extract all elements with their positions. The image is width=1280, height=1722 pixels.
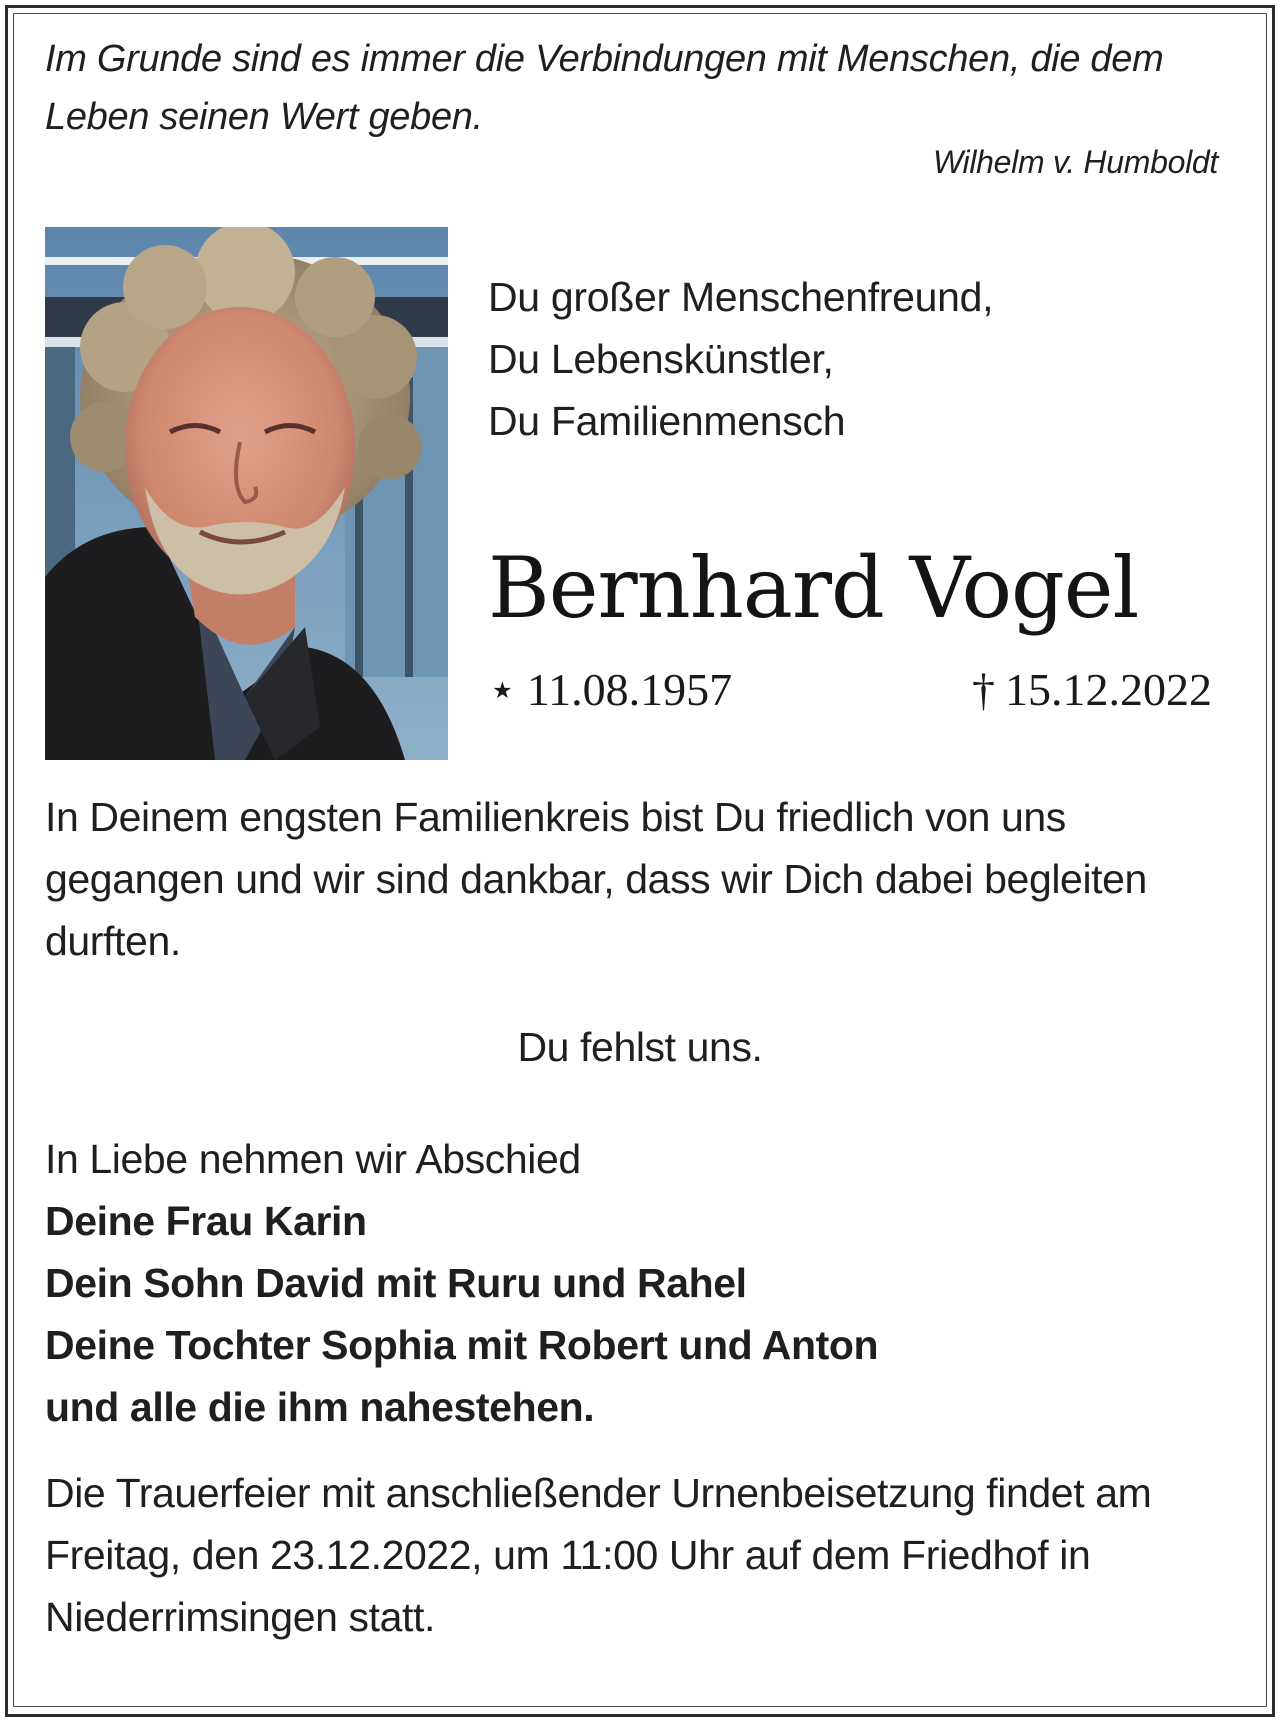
- star-icon: ⋆: [488, 664, 517, 715]
- mourner-line: und alle die ihm nahestehen.: [45, 1384, 595, 1430]
- farewell-block: [45, 1128, 878, 1438]
- mourner-line: Dein Sohn David mit Ruru und Rahel: [45, 1260, 747, 1306]
- ceremony-text: Die Trauerfeier mit anschließender Urnenbeisetzung findet am Freitag, den 23.12.2022, um 11:00 Uhr auf dem Friedhof in Niederrimsingen statt.: [45, 1470, 1152, 1640]
- mourner-line: Deine Frau Karin: [45, 1198, 367, 1244]
- portrait-illustration: [45, 227, 448, 760]
- tribute-line: Du großer Menschenfreund,: [488, 274, 994, 320]
- birth-date-group: [488, 662, 732, 718]
- message-text: In Deinem engsten Familienkreis bist Du friedlich von uns gegangen und wir sind dankbar, dass wir Dich dabei begleiten durften.: [45, 794, 1147, 964]
- tribute-line: Du Lebenskünstler,: [488, 336, 834, 382]
- missing-line: Du fehlst uns.: [517, 1024, 763, 1070]
- portrait-photo: [45, 227, 448, 760]
- deceased-name: Bernhard Vogel: [488, 539, 1139, 637]
- farewell-intro: In Liebe nehmen wir Abschied: [45, 1136, 581, 1182]
- death-date-group: [972, 662, 1212, 718]
- quote-author: Wilhelm v. Humboldt: [932, 144, 1218, 180]
- birth-date: 11.08.1957: [526, 664, 733, 715]
- quote-text: Im Grunde sind es immer die Verbindungen mit Menschen, die dem Leben seinen Wert geben.: [45, 38, 1164, 138]
- tribute-lines: [488, 266, 993, 452]
- mourner-line: Deine Tochter Sophia mit Robert und Anton: [45, 1322, 879, 1368]
- cross-icon: †: [972, 664, 995, 715]
- tribute-line: Du Familienmensch: [488, 398, 846, 444]
- death-date: 15.12.2022: [1005, 664, 1212, 715]
